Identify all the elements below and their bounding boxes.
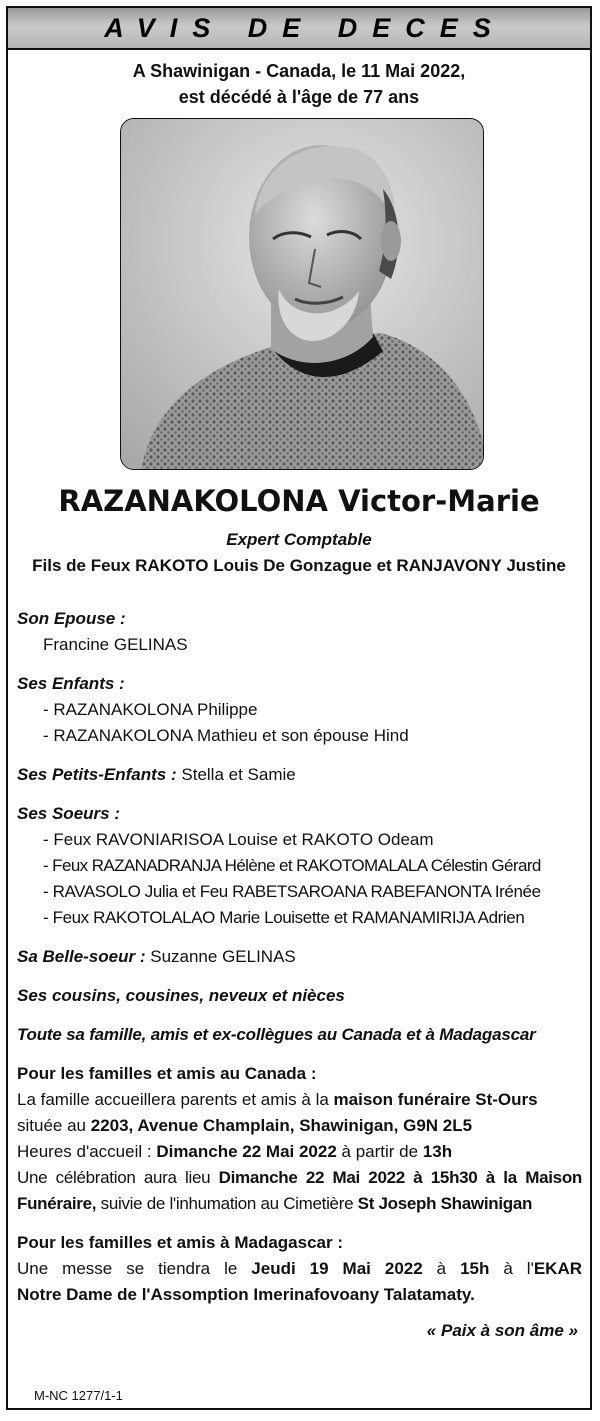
sister-in-law-section xyxy=(17,944,582,970)
spouse-section xyxy=(17,606,582,658)
mass-location: EKAR Notre Dame de l'Assomption Imerinafovoany Talatamaty. xyxy=(17,1259,582,1304)
madagascar-heading: Pour les familles et amis à Madagascar : xyxy=(17,1233,343,1252)
closing-phrase: « Paix à son âme » xyxy=(426,1321,578,1340)
deceased-parents: Fils de Feux RAKOTO Louis De Gonzague et RANJAVONY Justine xyxy=(32,556,566,575)
portrait-photo-drawing xyxy=(121,119,484,470)
cemetery-name: St Joseph Shawinigan xyxy=(357,1194,533,1213)
madagascar-text-part: Une messe se tiendra le xyxy=(17,1259,252,1278)
sister-item: - Feux RAZANADRANJA Hélène et RAKOTOMALALA Célestin Gérard xyxy=(43,856,541,875)
canada-line-3 xyxy=(17,1139,582,1165)
cousins-line: Ses cousins, cousines, neveux et nièces xyxy=(17,986,345,1005)
grandchildren-value: Stella et Samie xyxy=(181,765,296,784)
reference-code: M-NC 1277/1-1 xyxy=(34,1388,123,1403)
canada-line-1 xyxy=(17,1087,582,1113)
madagascar-section xyxy=(17,1230,582,1308)
canada-text: Heures d'accueil : xyxy=(17,1142,157,1161)
grandchildren-section xyxy=(17,762,582,788)
child-item: - RAZANAKOLONA Mathieu et son épouse Hind xyxy=(43,726,409,745)
celebration-details: Dimanche 22 Mai 2022 à 15h30 à la Maison Funéraire, xyxy=(17,1168,582,1213)
canada-text: suivie de l'inhumation au Cimetière xyxy=(96,1194,358,1213)
canada-text: située au xyxy=(17,1116,91,1135)
canada-line-2 xyxy=(17,1113,582,1139)
funeral-home: maison funéraire St-Ours xyxy=(333,1090,538,1109)
family-line: Toute sa famille, amis et ex-collègues au Canada et à Madagascar xyxy=(17,1025,536,1044)
canada-section xyxy=(17,1061,582,1217)
mass-time: 15h xyxy=(460,1259,490,1278)
children-section xyxy=(17,671,582,749)
header-banner xyxy=(8,8,590,50)
deceased-profession: Expert Comptable xyxy=(226,530,372,549)
family-content xyxy=(17,606,582,1341)
child-item: - RAZANAKOLONA Philippe xyxy=(43,700,258,719)
sisters-label: Ses Soeurs : xyxy=(17,804,120,823)
intro-block xyxy=(8,58,590,110)
children-label: Ses Enfants : xyxy=(17,674,125,693)
canada-text: Une célébration aura lieu xyxy=(17,1168,219,1187)
visitation-time: 13h xyxy=(422,1142,453,1161)
obituary-frame xyxy=(6,6,592,1410)
visitation-date: Dimanche 22 Mai 2022 xyxy=(156,1142,337,1161)
canada-text: La famille accueillera parents et amis à la xyxy=(17,1090,334,1109)
canada-text: à partir de xyxy=(336,1142,423,1161)
portrait-photo xyxy=(120,118,484,470)
madagascar-text-part: à l' xyxy=(489,1259,534,1278)
sister-in-law-label: Sa Belle-soeur : xyxy=(17,947,146,966)
header-title: AVIS DE DECES xyxy=(104,12,506,43)
intro-line-2: est décédé à l'âge de 77 ans xyxy=(178,87,420,107)
sister-item: - RAVASOLO Julia et Feu RABETSAROANA RABEFANONTA Irénée xyxy=(43,882,541,901)
spouse-name: Francine GELINAS xyxy=(43,635,188,654)
intro-line-1: A Shawinigan - Canada, le 11 Mai 2022, xyxy=(132,61,466,81)
sister-item: - Feux RAKOTOLALAO Marie Louisette et RAMANAMIRIJA Adrien xyxy=(43,908,525,927)
funeral-address: 2203, Avenue Champlain, Shawinigan, G9N 2L5 xyxy=(90,1116,473,1135)
spouse-label: Son Epouse : xyxy=(17,609,126,628)
sister-item: - Feux RAVONIARISOA Louise et RAKOTO Odeam xyxy=(43,830,434,849)
mass-date: Jeudi 19 Mai 2022 xyxy=(251,1259,423,1278)
madagascar-text-part: à xyxy=(422,1259,461,1278)
grandchildren-label: Ses Petits-Enfants : xyxy=(17,765,177,784)
sister-in-law-value: Suzanne GELINAS xyxy=(150,947,296,966)
canada-heading: Pour les familles et amis au Canada : xyxy=(17,1064,317,1083)
madagascar-text xyxy=(17,1256,582,1308)
deceased-name: RAZANAKOLONA Victor-Marie xyxy=(58,484,540,518)
canada-line-4 xyxy=(17,1165,582,1217)
sisters-section xyxy=(17,801,582,931)
